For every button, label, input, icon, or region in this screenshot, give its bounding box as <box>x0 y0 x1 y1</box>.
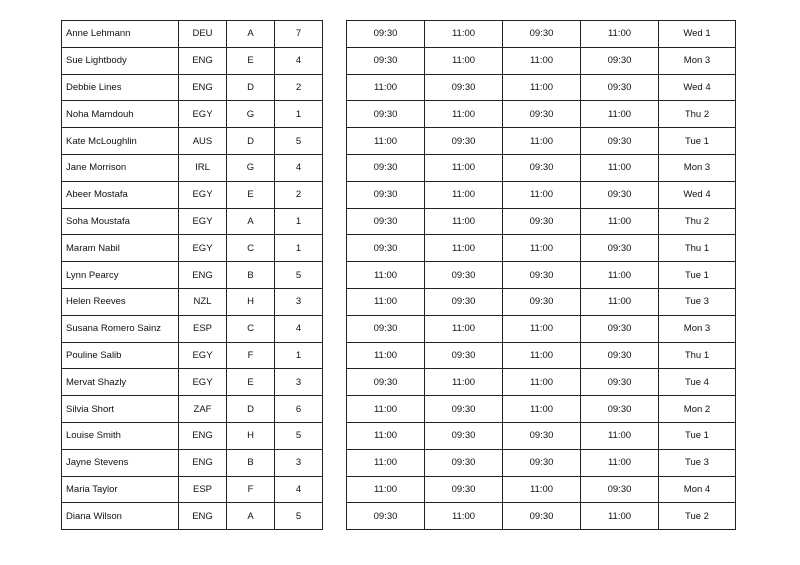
seed-cell: 4 <box>275 315 323 342</box>
schedule-row <box>347 208 736 235</box>
day-court-cell: Tue 1 <box>659 262 736 289</box>
time-slot-3-cell: 11:00 <box>503 342 581 369</box>
day-court-cell: Thu 2 <box>659 101 736 128</box>
time-slot-2-cell: 09:30 <box>425 422 503 449</box>
time-slot-3-cell: 11:00 <box>503 369 581 396</box>
time-slot-4-cell: 09:30 <box>581 128 659 155</box>
player-row <box>62 101 323 128</box>
player-row <box>62 208 323 235</box>
time-slot-2-cell: 11:00 <box>425 503 503 530</box>
day-court-cell: Wed 4 <box>659 181 736 208</box>
player-name-cell: Mervat Shazly <box>62 369 179 396</box>
time-slot-4-cell: 09:30 <box>581 315 659 342</box>
player-name-cell: Jayne Stevens <box>62 449 179 476</box>
schedule-row <box>347 369 736 396</box>
group-cell: H <box>227 288 275 315</box>
day-court-cell: Thu 1 <box>659 235 736 262</box>
group-cell: E <box>227 47 275 74</box>
country-code-cell: ESP <box>179 315 227 342</box>
schedule-row <box>347 181 736 208</box>
schedule-row <box>347 101 736 128</box>
day-court-cell: Tue 2 <box>659 503 736 530</box>
time-slot-3-cell: 11:00 <box>503 128 581 155</box>
player-row <box>62 128 323 155</box>
time-slot-2-cell: 09:30 <box>425 128 503 155</box>
country-code-cell: ENG <box>179 74 227 101</box>
time-slot-1-cell: 11:00 <box>347 128 425 155</box>
player-row <box>62 342 323 369</box>
schedule-row <box>347 235 736 262</box>
time-slot-1-cell: 11:00 <box>347 422 425 449</box>
group-cell: E <box>227 369 275 396</box>
seed-cell: 4 <box>275 154 323 181</box>
day-court-cell: Mon 3 <box>659 47 736 74</box>
group-cell: A <box>227 208 275 235</box>
time-slot-4-cell: 09:30 <box>581 47 659 74</box>
time-slot-4-cell: 09:30 <box>581 342 659 369</box>
time-slot-4-cell: 11:00 <box>581 208 659 235</box>
group-cell: G <box>227 154 275 181</box>
time-slot-3-cell: 09:30 <box>503 503 581 530</box>
player-row <box>62 503 323 530</box>
group-cell: D <box>227 128 275 155</box>
time-slot-4-cell: 09:30 <box>581 476 659 503</box>
time-slot-4-cell: 09:30 <box>581 369 659 396</box>
player-name-cell: Lynn Pearcy <box>62 262 179 289</box>
time-slot-3-cell: 11:00 <box>503 235 581 262</box>
time-slot-1-cell: 09:30 <box>347 503 425 530</box>
time-slot-2-cell: 11:00 <box>425 315 503 342</box>
player-row <box>62 74 323 101</box>
player-row <box>62 262 323 289</box>
schedule-row <box>347 476 736 503</box>
player-name-cell: Soha Moustafa <box>62 208 179 235</box>
schedule-row <box>347 154 736 181</box>
time-slot-2-cell: 09:30 <box>425 476 503 503</box>
player-name-cell: Maram Nabil <box>62 235 179 262</box>
country-code-cell: ENG <box>179 503 227 530</box>
players-table <box>61 20 323 530</box>
day-court-cell: Mon 3 <box>659 154 736 181</box>
time-slot-1-cell: 09:30 <box>347 21 425 48</box>
player-row <box>62 288 323 315</box>
time-slot-1-cell: 11:00 <box>347 396 425 423</box>
day-court-cell: Tue 1 <box>659 422 736 449</box>
country-code-cell: ZAF <box>179 396 227 423</box>
player-row <box>62 154 323 181</box>
time-slot-3-cell: 09:30 <box>503 262 581 289</box>
day-court-cell: Tue 1 <box>659 128 736 155</box>
schedule-row <box>347 21 736 48</box>
player-row <box>62 235 323 262</box>
seed-cell: 1 <box>275 101 323 128</box>
country-code-cell: EGY <box>179 208 227 235</box>
time-slot-2-cell: 11:00 <box>425 181 503 208</box>
schedule-table <box>346 20 736 530</box>
time-slot-1-cell: 09:30 <box>347 235 425 262</box>
schedule-row <box>347 128 736 155</box>
time-slot-3-cell: 09:30 <box>503 422 581 449</box>
country-code-cell: EGY <box>179 101 227 128</box>
group-cell: B <box>227 262 275 289</box>
time-slot-1-cell: 11:00 <box>347 342 425 369</box>
time-slot-3-cell: 11:00 <box>503 315 581 342</box>
player-name-cell: Diana Wilson <box>62 503 179 530</box>
schedule-row <box>347 74 736 101</box>
country-code-cell: AUS <box>179 128 227 155</box>
country-code-cell: EGY <box>179 235 227 262</box>
player-name-cell: Susana Romero Sainz <box>62 315 179 342</box>
time-slot-3-cell: 09:30 <box>503 288 581 315</box>
time-slot-2-cell: 11:00 <box>425 154 503 181</box>
country-code-cell: ENG <box>179 422 227 449</box>
time-slot-2-cell: 09:30 <box>425 449 503 476</box>
day-court-cell: Tue 3 <box>659 288 736 315</box>
schedule-row <box>347 262 736 289</box>
seed-cell: 5 <box>275 503 323 530</box>
schedule-row <box>347 288 736 315</box>
group-cell: A <box>227 21 275 48</box>
time-slot-3-cell: 11:00 <box>503 476 581 503</box>
day-court-cell: Tue 3 <box>659 449 736 476</box>
group-cell: C <box>227 235 275 262</box>
schedule-row <box>347 396 736 423</box>
time-slot-2-cell: 09:30 <box>425 288 503 315</box>
time-slot-1-cell: 11:00 <box>347 74 425 101</box>
time-slot-1-cell: 11:00 <box>347 476 425 503</box>
time-slot-4-cell: 11:00 <box>581 154 659 181</box>
time-slot-1-cell: 11:00 <box>347 262 425 289</box>
day-court-cell: Wed 1 <box>659 21 736 48</box>
seed-cell: 1 <box>275 235 323 262</box>
group-cell: F <box>227 342 275 369</box>
time-slot-4-cell: 11:00 <box>581 422 659 449</box>
seed-cell: 1 <box>275 208 323 235</box>
player-name-cell: Abeer Mostafa <box>62 181 179 208</box>
player-name-cell: Kate McLoughlin <box>62 128 179 155</box>
group-cell: F <box>227 476 275 503</box>
time-slot-1-cell: 09:30 <box>347 369 425 396</box>
group-cell: D <box>227 74 275 101</box>
day-court-cell: Thu 2 <box>659 208 736 235</box>
country-code-cell: EGY <box>179 369 227 396</box>
seed-cell: 2 <box>275 181 323 208</box>
seed-cell: 5 <box>275 128 323 155</box>
day-court-cell: Wed 4 <box>659 74 736 101</box>
day-court-cell: Mon 2 <box>659 396 736 423</box>
time-slot-4-cell: 11:00 <box>581 21 659 48</box>
player-row <box>62 47 323 74</box>
time-slot-2-cell: 11:00 <box>425 47 503 74</box>
player-name-cell: Maria Taylor <box>62 476 179 503</box>
seed-cell: 4 <box>275 476 323 503</box>
time-slot-4-cell: 09:30 <box>581 235 659 262</box>
player-name-cell: Louise Smith <box>62 422 179 449</box>
schedule-row <box>347 342 736 369</box>
seed-cell: 5 <box>275 422 323 449</box>
player-name-cell: Anne Lehmann <box>62 21 179 48</box>
time-slot-4-cell: 09:30 <box>581 181 659 208</box>
seed-cell: 1 <box>275 342 323 369</box>
time-slot-4-cell: 09:30 <box>581 74 659 101</box>
group-cell: E <box>227 181 275 208</box>
player-name-cell: Silvia Short <box>62 396 179 423</box>
schedule-row <box>347 315 736 342</box>
time-slot-1-cell: 09:30 <box>347 154 425 181</box>
country-code-cell: EGY <box>179 181 227 208</box>
player-row <box>62 396 323 423</box>
day-court-cell: Mon 4 <box>659 476 736 503</box>
player-name-cell: Debbie Lines <box>62 74 179 101</box>
time-slot-1-cell: 09:30 <box>347 315 425 342</box>
player-name-cell: Noha Mamdouh <box>62 101 179 128</box>
player-row <box>62 181 323 208</box>
player-row <box>62 315 323 342</box>
group-cell: C <box>227 315 275 342</box>
time-slot-4-cell: 11:00 <box>581 262 659 289</box>
seed-cell: 2 <box>275 74 323 101</box>
time-slot-4-cell: 11:00 <box>581 449 659 476</box>
player-row <box>62 449 323 476</box>
group-cell: H <box>227 422 275 449</box>
player-name-cell: Pouline Salib <box>62 342 179 369</box>
time-slot-1-cell: 09:30 <box>347 208 425 235</box>
seed-cell: 4 <box>275 47 323 74</box>
group-cell: G <box>227 101 275 128</box>
seed-cell: 5 <box>275 262 323 289</box>
time-slot-3-cell: 11:00 <box>503 396 581 423</box>
time-slot-1-cell: 11:00 <box>347 449 425 476</box>
player-row <box>62 369 323 396</box>
country-code-cell: DEU <box>179 21 227 48</box>
time-slot-2-cell: 11:00 <box>425 235 503 262</box>
country-code-cell: ENG <box>179 47 227 74</box>
time-slot-1-cell: 11:00 <box>347 288 425 315</box>
day-court-cell: Tue 4 <box>659 369 736 396</box>
group-cell: A <box>227 503 275 530</box>
country-code-cell: ENG <box>179 449 227 476</box>
time-slot-3-cell: 11:00 <box>503 181 581 208</box>
time-slot-4-cell: 09:30 <box>581 396 659 423</box>
group-cell: D <box>227 396 275 423</box>
time-slot-1-cell: 09:30 <box>347 181 425 208</box>
time-slot-2-cell: 11:00 <box>425 101 503 128</box>
player-row <box>62 422 323 449</box>
time-slot-3-cell: 09:30 <box>503 449 581 476</box>
time-slot-4-cell: 11:00 <box>581 101 659 128</box>
time-slot-3-cell: 11:00 <box>503 74 581 101</box>
schedule-row <box>347 449 736 476</box>
time-slot-3-cell: 09:30 <box>503 21 581 48</box>
player-name-cell: Jane Morrison <box>62 154 179 181</box>
time-slot-2-cell: 09:30 <box>425 262 503 289</box>
time-slot-4-cell: 11:00 <box>581 288 659 315</box>
time-slot-2-cell: 11:00 <box>425 369 503 396</box>
time-slot-4-cell: 11:00 <box>581 503 659 530</box>
seed-cell: 7 <box>275 21 323 48</box>
seed-cell: 3 <box>275 369 323 396</box>
schedule-row <box>347 503 736 530</box>
time-slot-2-cell: 11:00 <box>425 21 503 48</box>
time-slot-1-cell: 09:30 <box>347 47 425 74</box>
time-slot-2-cell: 09:30 <box>425 74 503 101</box>
seed-cell: 6 <box>275 396 323 423</box>
schedule-row <box>347 422 736 449</box>
time-slot-2-cell: 09:30 <box>425 396 503 423</box>
time-slot-3-cell: 09:30 <box>503 154 581 181</box>
country-code-cell: NZL <box>179 288 227 315</box>
day-court-cell: Thu 1 <box>659 342 736 369</box>
time-slot-3-cell: 09:30 <box>503 208 581 235</box>
time-slot-1-cell: 09:30 <box>347 101 425 128</box>
group-cell: B <box>227 449 275 476</box>
player-row <box>62 21 323 48</box>
time-slot-2-cell: 11:00 <box>425 208 503 235</box>
seed-cell: 3 <box>275 288 323 315</box>
country-code-cell: ENG <box>179 262 227 289</box>
country-code-cell: IRL <box>179 154 227 181</box>
country-code-cell: ESP <box>179 476 227 503</box>
day-court-cell: Mon 3 <box>659 315 736 342</box>
player-name-cell: Sue Lightbody <box>62 47 179 74</box>
schedule-row <box>347 47 736 74</box>
seed-cell: 3 <box>275 449 323 476</box>
country-code-cell: EGY <box>179 342 227 369</box>
time-slot-2-cell: 09:30 <box>425 342 503 369</box>
player-name-cell: Helen Reeves <box>62 288 179 315</box>
time-slot-3-cell: 09:30 <box>503 101 581 128</box>
time-slot-3-cell: 11:00 <box>503 47 581 74</box>
player-row <box>62 476 323 503</box>
